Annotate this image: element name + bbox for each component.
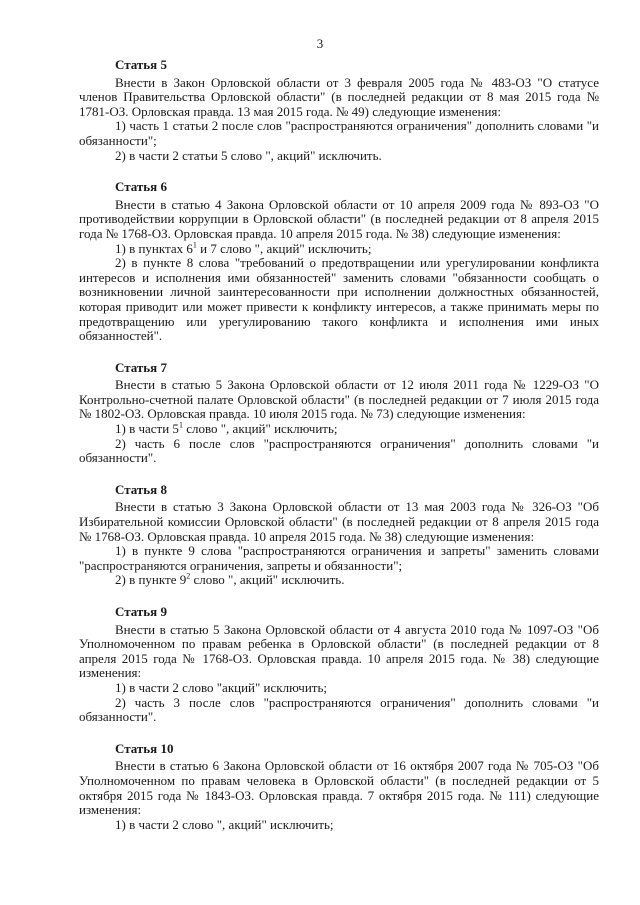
article-paragraph: Внести в статью 5 Закона Орловской области от 12 июля 2011 года № 1229-ОЗ "О Контрольно-счетной палате Орловской области" (в последней редакции от 7 июля 2015 года № 1802-ОЗ. Орловская правда. 10 июля 2015 года. № 73) следующие изменения: xyxy=(79,377,599,422)
article-paragraph: 2) в пункте 8 слова "требований о предотвращении или урегулировании конфликта интересов и исполнения ими обязанностей" заменить словами "обязанности сообщать о возникновении личной заинтересованности при исполнении должностных обязанностей, которая приводит или может привести к конфликту интересов, а также принимать меры по предотвращению или урегулированию такого конфликта и исполнения ими иных обязанностей". xyxy=(79,255,599,344)
article-paragraph xyxy=(79,242,599,257)
article-section xyxy=(79,361,599,466)
article-section xyxy=(79,180,599,344)
superscript-index: 2 xyxy=(186,572,191,582)
article-heading: Статья 6 xyxy=(115,179,167,195)
article-paragraph: 1) в части 2 слово ", акций" исключить; xyxy=(115,816,334,832)
article-heading: Статья 10 xyxy=(115,740,174,756)
article-section xyxy=(79,605,599,725)
article-paragraph: Внести в статью 3 Закона Орловской области от 13 мая 2003 года № 326-ОЗ "Об Избирательной комиссии Орловской области" (в последней редакции от 8 апреля 2015 года № 1768-ОЗ. Орловская правда. 10 апреля 2015 года. № 38) следующие изменения: xyxy=(79,499,599,544)
document-body xyxy=(79,58,599,849)
article-paragraph: 1) в части 2 слово "акций" исключить; xyxy=(115,679,328,695)
page-number: 3 xyxy=(316,36,324,51)
article-section xyxy=(79,58,599,163)
paragraph-text: слово ", акций" исключить; xyxy=(182,421,338,437)
article-paragraph: 1) часть 1 статьи 2 после слов "распространяются ограничения" дополнить словами "и обязанности"; xyxy=(79,118,599,148)
article-paragraph: Внести в Закон Орловской области от 3 февраля 2005 года № 483-ОЗ "О статусе членов Правительства Орловской области" (в последней редакции от 8 мая 2015 года № 1781-ОЗ. Орловская правда. 13 мая 2015 года. № 49) следующие изменения: xyxy=(79,74,599,119)
paragraph-text: 2) в пункте 9 xyxy=(115,572,187,588)
article-paragraph: 1) в пункте 9 слова "распространяются ограничения и запреты" заменить словами "распространяются ограничения, запреты и обязанности"; xyxy=(79,543,599,573)
paragraph-text: 1) в пунктах 6 xyxy=(115,240,193,256)
article-paragraph: 2) часть 6 после слов "распространяются ограничения" дополнить словами "и обязанности". xyxy=(79,435,599,466)
superscript-index: 1 xyxy=(192,240,197,250)
article-section xyxy=(79,742,599,833)
article-paragraph: Внести в статью 4 Закона Орловской области от 10 апреля 2009 года № 893-ОЗ "О противодействии коррупции в Орловской области" (в последней редакции от 8 апреля 2015 года № 1768-ОЗ. Орловская правда. 10 апреля 2015 года. № 38) следующие изменения: xyxy=(79,196,599,241)
article-paragraph: 2) часть 3 после слов "распространяются ограничения" дополнить словами "и обязанности". xyxy=(79,694,599,725)
article-heading: Статья 9 xyxy=(115,604,167,619)
article-paragraph: Внести в статью 5 Закона Орловской области от 4 августа 2010 года № 1097-ОЗ "Об Уполномоченном по правам ребенка в Орловской области" (в последней редакции от 8 апреля 2015 года № 1768-ОЗ. Орловская правда. 10 апреля 2015 года. № 38) следующие изменения: xyxy=(79,621,599,681)
article-heading: Статья 8 xyxy=(115,481,167,497)
article-paragraph: Внести в статью 6 Закона Орловской области от 16 октября 2007 года № 705-ОЗ "Об Уполномоченном по правам человека в Орловской области" (в последней редакции от 5 октября 2015 года № 1843-ОЗ. Орловская правда. 7 октября 2015 года. № 111) следующие изменения: xyxy=(79,758,599,818)
article-paragraph xyxy=(79,573,599,588)
paragraph-text: слово ", акций" исключить. xyxy=(190,572,345,588)
superscript-index: 1 xyxy=(178,420,183,430)
article-heading: Статья 7 xyxy=(115,359,167,375)
paragraph-text: и 7 слово ", акций" исключить; xyxy=(196,240,372,256)
article-heading: Статья 5 xyxy=(115,57,167,72)
article-section xyxy=(79,483,599,588)
paragraph-text: 1) в части 5 xyxy=(115,421,179,437)
article-paragraph xyxy=(79,422,599,437)
article-paragraph: 2) в части 2 статьи 5 слово ", акций" исключить. xyxy=(115,147,382,163)
